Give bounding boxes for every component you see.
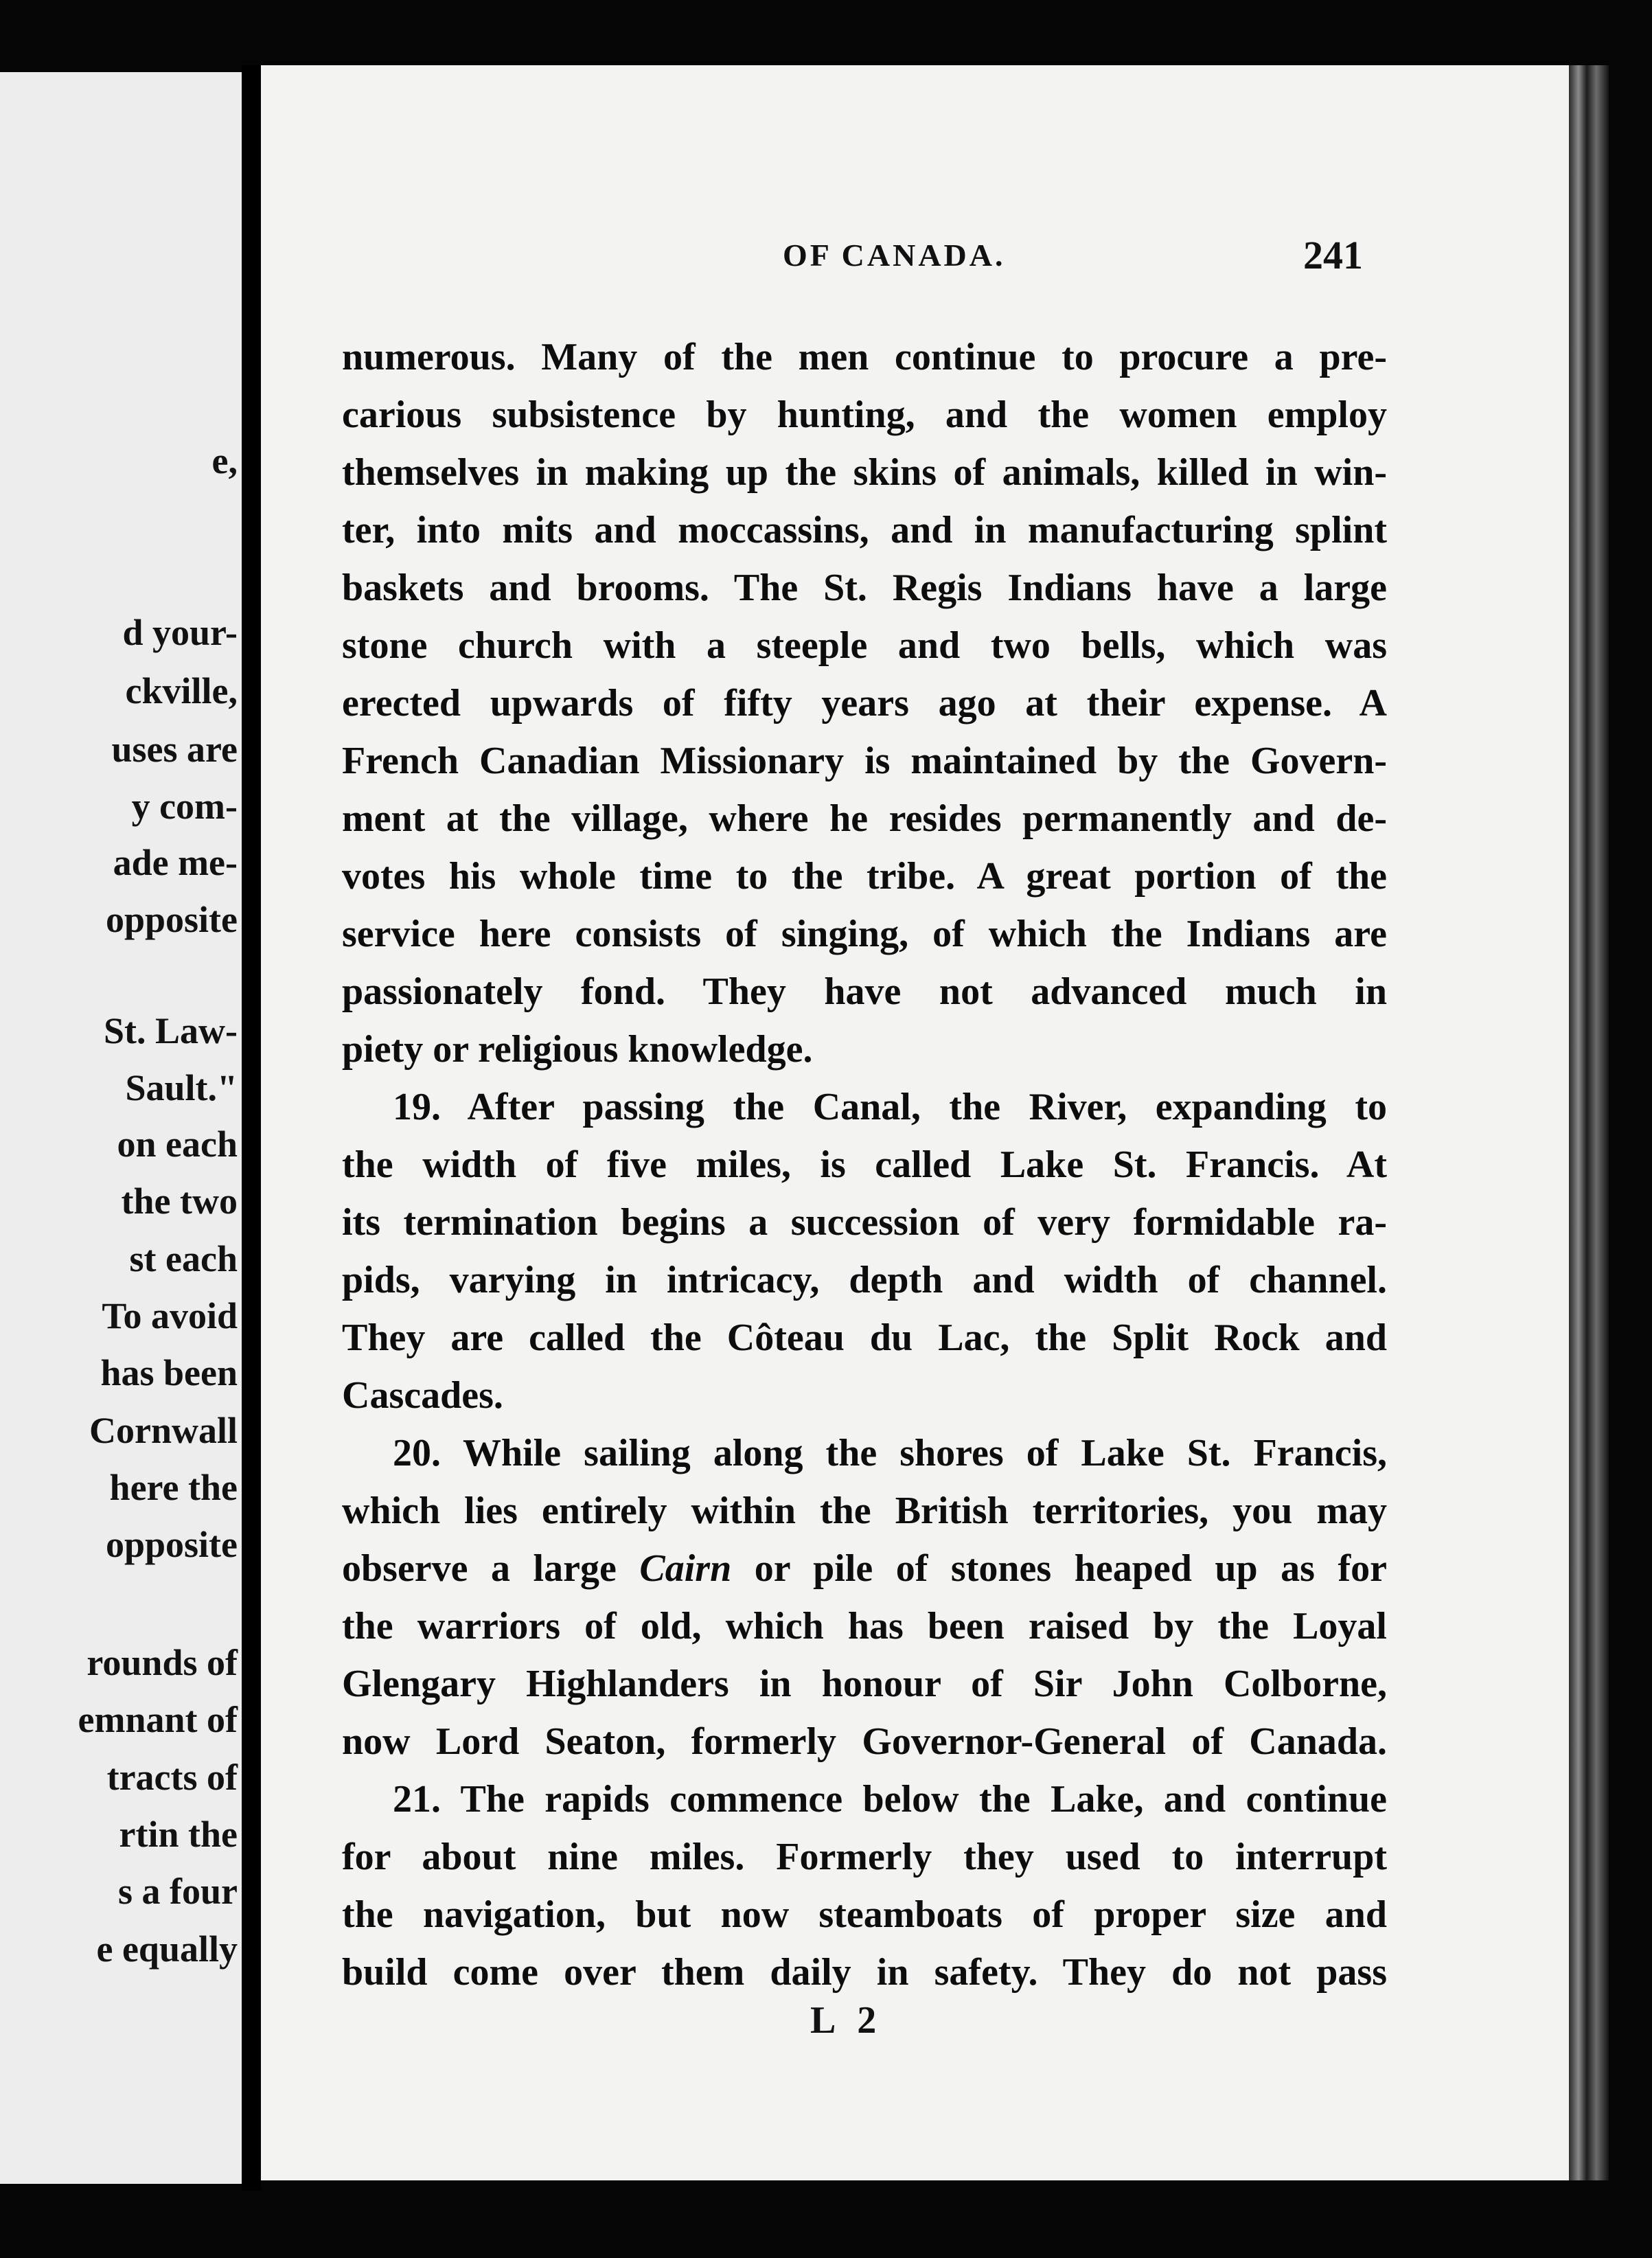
text-line: ter, into mits and moccassins, and in manufacturing splint — [342, 509, 1387, 551]
text-line: which lies entirely within the British territories, you may — [342, 1490, 1387, 1532]
italic-word: Cairn — [639, 1547, 732, 1590]
text-line: for about nine miles. Formerly they used to interrupt — [342, 1836, 1387, 1878]
text-line: votes his whole time to the tribe. A great portion of the — [342, 855, 1387, 898]
facing-line: on each — [117, 1124, 238, 1165]
facing-page-fragment — [0, 72, 242, 2184]
paragraph-20-start: 20. While sailing along the shores of Lake St. Francis, — [393, 1432, 1387, 1474]
text-line: numerous. Many of the men continue to procure a pre- — [342, 336, 1387, 378]
text-line: the warriors of old, which has been raised by the Loyal — [342, 1605, 1387, 1647]
text-line: the navigation, but now steamboats of proper size and — [342, 1893, 1387, 1936]
facing-line: y com- — [131, 786, 238, 827]
text-line: themselves in making up the skins of animals, killed in win- — [342, 451, 1387, 494]
text-line: carious subsistence by hunting, and the women employ — [342, 394, 1387, 436]
facing-line: st each — [129, 1238, 238, 1279]
text-line: Cascades. — [342, 1374, 503, 1417]
facing-line: opposite — [105, 899, 238, 940]
paragraph-19-start: 19. After passing the Canal, the River, expanding to — [393, 1086, 1387, 1128]
text-line: service here consists of singing, of which the Indians are — [342, 913, 1387, 955]
facing-line: d your- — [122, 612, 238, 653]
text-segment: or pile of stones heaped up as for — [754, 1547, 1388, 1590]
facing-line: ckville, — [125, 670, 238, 711]
paragraph-21-start: 21. The rapids commence below the Lake, and continue — [393, 1778, 1387, 1821]
facing-line: emnant of — [78, 1699, 238, 1740]
facing-line: s a four — [118, 1871, 238, 1912]
facing-line: e equally — [96, 1928, 238, 1970]
facing-line: To avoid — [102, 1295, 238, 1336]
page-edges — [1569, 65, 1609, 2180]
text-line: French Canadian Missionary is maintained by the Govern- — [342, 740, 1387, 782]
facing-line: rounds of — [87, 1642, 238, 1683]
page-number: 241 — [1303, 233, 1363, 277]
body-text — [342, 328, 1387, 2001]
text-line-with-italic — [342, 1540, 1387, 1597]
text-line: baskets and brooms. The St. Regis Indians have a large — [342, 567, 1387, 609]
facing-line: opposite — [105, 1524, 238, 1565]
text-line: Glengary Highlanders in honour of Sir John Colborne, — [342, 1663, 1387, 1705]
text-line: build come over them daily in safety. They do not pass — [342, 1951, 1387, 1994]
text-line: ment at the village, where he resides permanently and de- — [342, 797, 1387, 840]
facing-line: Sault." — [125, 1067, 238, 1108]
facing-line: e, — [211, 440, 238, 481]
signature-mark: L 2 — [810, 1999, 884, 2042]
text-line: piety or religious knowledge. — [342, 1028, 813, 1071]
facing-line: tracts of — [106, 1757, 238, 1798]
facing-line: uses are — [111, 729, 238, 770]
text-line: passionately fond. They have not advanced much in — [342, 970, 1387, 1013]
text-line: now Lord Seaton, formerly Governor-General of Canada. — [342, 1720, 1387, 1763]
running-head: OF CANADA. — [783, 238, 1006, 273]
facing-line: has been — [100, 1352, 238, 1393]
text-line: stone church with a steeple and two bells, which was — [342, 624, 1387, 667]
text-line: pids, varying in intricacy, depth and width of channel. — [342, 1259, 1387, 1301]
text-line: its termination begins a succession of very formidable ra- — [342, 1201, 1387, 1244]
facing-line: rtin the — [119, 1814, 238, 1855]
facing-line: St. Law- — [103, 1010, 238, 1051]
text-line: the width of five miles, is called Lake St. Francis. At — [342, 1143, 1387, 1186]
facing-line: Cornwall — [89, 1410, 238, 1451]
facing-line: ade me- — [113, 842, 238, 883]
text-segment: observe a large — [342, 1547, 617, 1590]
text-line: erected upwards of fifty years ago at their expense. A — [342, 682, 1387, 725]
gutter-shadow — [242, 65, 261, 2191]
facing-line: the two — [121, 1181, 238, 1222]
facing-line: here the — [109, 1467, 238, 1508]
text-line: They are called the Côteau du Lac, the Split Rock and — [342, 1316, 1387, 1359]
